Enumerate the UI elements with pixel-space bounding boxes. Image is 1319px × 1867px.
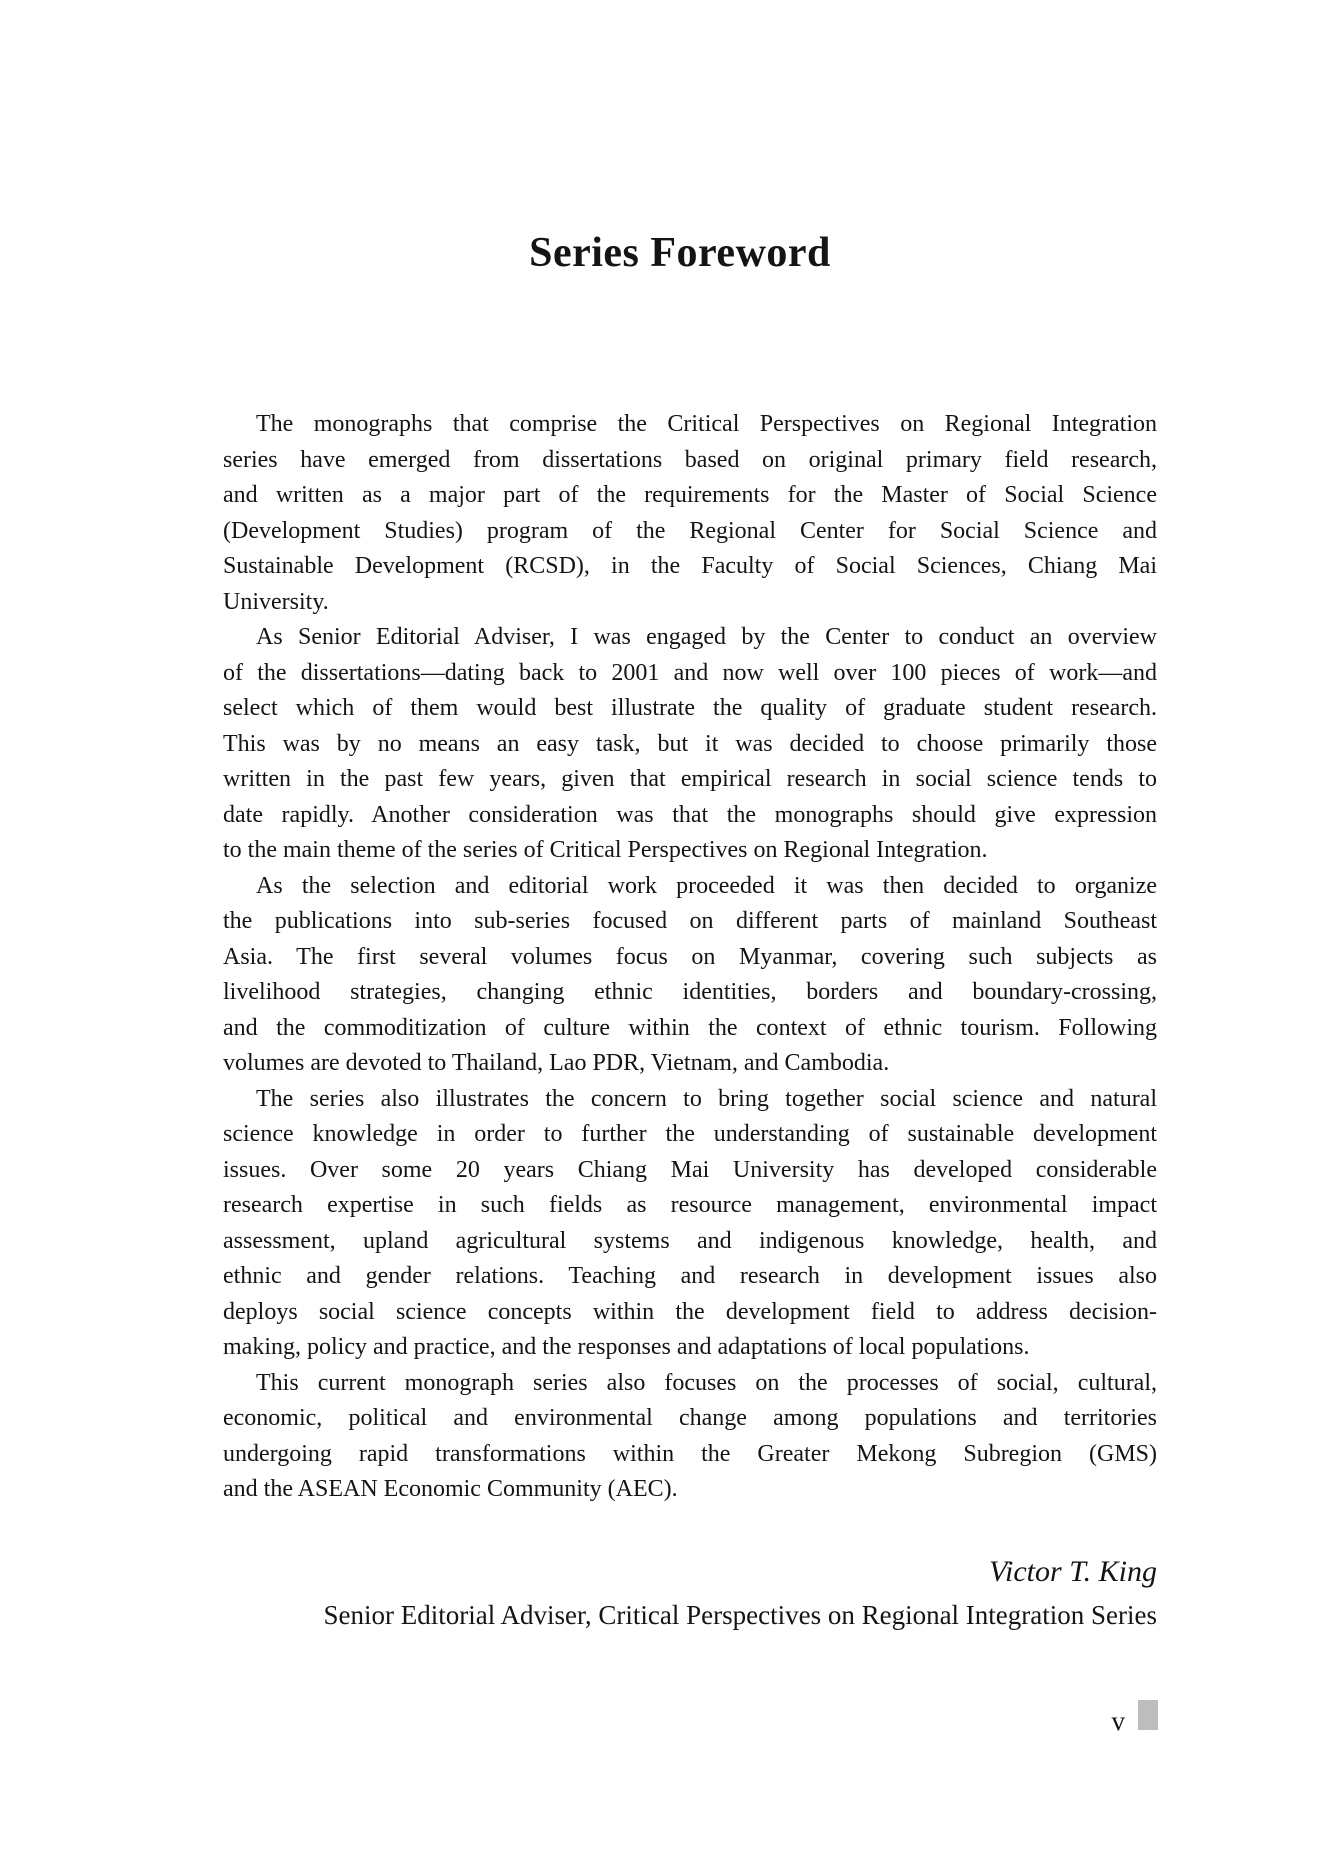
- text-line: series have emerged from dissertations based on original primary field research,: [223, 446, 1157, 473]
- text-line: undergoing rapid transformations within the Greater Mekong Subregion (GMS): [223, 1440, 1157, 1467]
- text-line: issues. Over some 20 years Chiang Mai University has developed considerable: [223, 1156, 1157, 1183]
- text-line: As the selection and editorial work proceeded it was then decided to organize: [256, 872, 1157, 899]
- text-line: date rapidly. Another consideration was that the monographs should give expression: [223, 801, 1157, 828]
- text-line: assessment, upland agricultural systems and indigenous knowledge, health, and: [223, 1227, 1157, 1254]
- signature-block: [223, 1553, 1157, 1633]
- footer-page-marker: [1138, 1700, 1158, 1730]
- paragraph: [223, 1366, 1157, 1508]
- text-line: deploys social science concepts within the development field to address decision-: [223, 1298, 1157, 1325]
- text-line: the publications into sub-series focused on different parts of mainland Southeast: [223, 908, 1157, 934]
- text-line: economic, political and environmental change among populations and territories: [223, 1405, 1157, 1431]
- text-line: This was by no means an easy task, but it was decided to choose primarily those: [223, 730, 1157, 757]
- text-line: making, policy and practice, and the responses and adaptations of local populations.: [223, 1334, 1030, 1360]
- signature-role: Senior Editorial Adviser, Critical Perspectives on Regional Integration Series: [323, 1600, 1157, 1630]
- paragraph: [223, 620, 1157, 869]
- text-line: science knowledge in order to further the understanding of sustainable development: [223, 1121, 1157, 1147]
- text-line: and the ASEAN Economic Community (AEC).: [223, 1476, 678, 1502]
- text-line: Sustainable Development (RCSD), in the Faculty of Social Sciences, Chiang Mai: [223, 553, 1157, 579]
- text-line: select which of them would best illustrate the quality of graduate student research.: [223, 695, 1157, 721]
- text-line: The series also illustrates the concern to bring together social science and natural: [256, 1085, 1157, 1112]
- text-line: ethnic and gender relations. Teaching and research in development issues also: [223, 1263, 1157, 1289]
- text-line: and written as a major part of the requirements for the Master of Social Science: [223, 482, 1157, 508]
- text-line: and the commoditization of culture within the context of ethnic tourism. Following: [223, 1014, 1157, 1041]
- page-footer: [0, 1700, 1158, 1736]
- text-line: research expertise in such fields as resource management, environmental impact: [223, 1192, 1157, 1218]
- text-line: As Senior Editorial Adviser, I was engaged by the Center to conduct an overview: [256, 624, 1157, 650]
- signature-name: Victor T. King: [988, 1555, 1157, 1588]
- page-title: Series Foreword: [529, 230, 831, 276]
- text-line: volumes are devoted to Thailand, Lao PDR, Vietnam, and Cambodia.: [223, 1050, 890, 1076]
- text-line: to the main theme of the series of Critical Perspectives on Regional Integration.: [223, 837, 988, 863]
- text-line: The monographs that comprise the Critical Perspectives on Regional Integration: [256, 411, 1157, 437]
- paragraph: [223, 407, 1157, 620]
- text-line: livelihood strategies, changing ethnic identities, borders and boundary-crossing,: [223, 979, 1157, 1005]
- page-number: v: [1111, 1706, 1125, 1736]
- text-line: of the dissertations—dating back to 2001 and now well over 100 pieces of work—and: [223, 659, 1157, 686]
- text-line: written in the past few years, given that empirical research in social science tends to: [223, 766, 1157, 792]
- foreword-body: [223, 407, 1157, 1508]
- text-line: University.: [223, 588, 329, 615]
- paragraph: [223, 869, 1157, 1082]
- text-line: (Development Studies) program of the Regional Center for Social Science and: [223, 517, 1157, 544]
- text-line: This current monograph series also focuses on the processes of social, cultural,: [256, 1369, 1157, 1396]
- text-line: Asia. The first several volumes focus on Myanmar, covering such subjects as: [223, 943, 1157, 970]
- paragraph: [223, 1082, 1157, 1366]
